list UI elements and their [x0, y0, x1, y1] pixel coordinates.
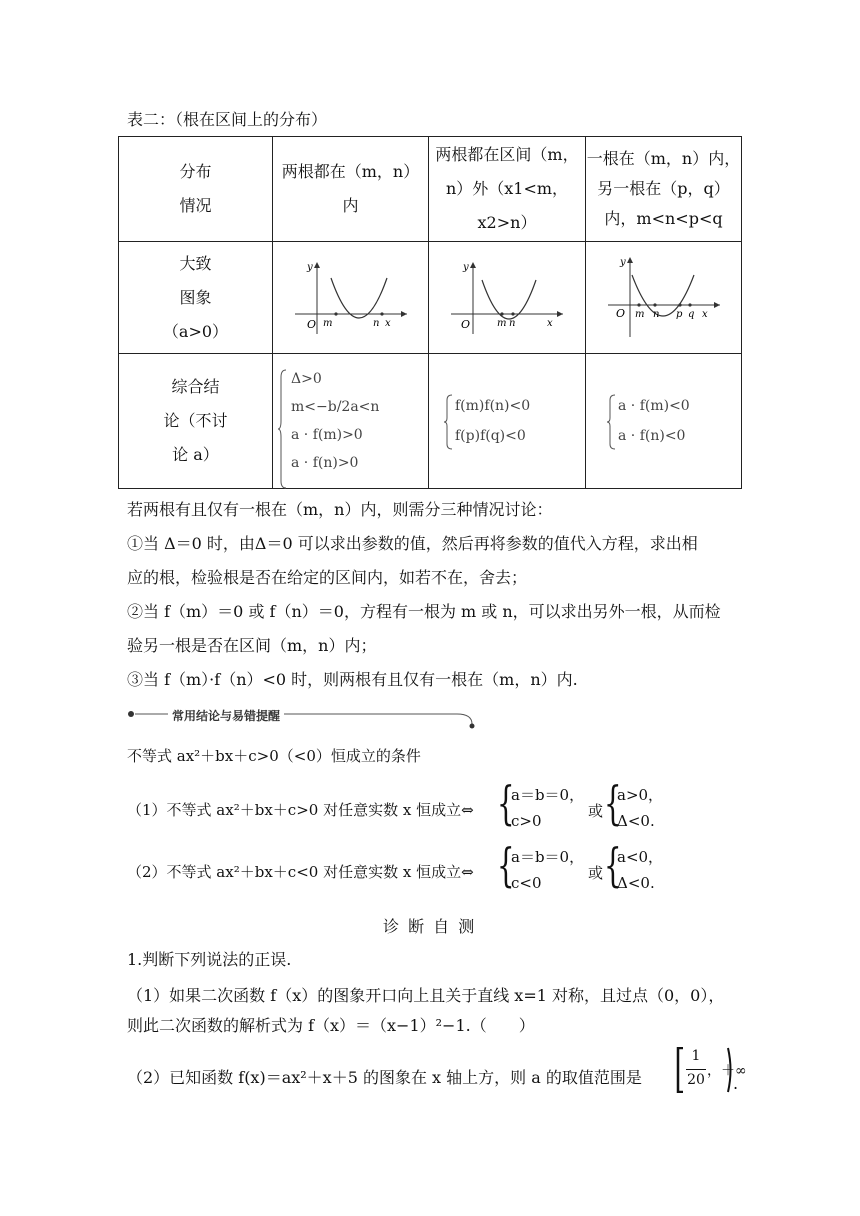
- brace-icon: [277, 369, 287, 489]
- header-line: 情况: [179, 196, 212, 215]
- header-line: 内，m<n<p<q: [604, 209, 723, 228]
- paragraph: 验另一根是否在区间（m，n）内；: [127, 636, 377, 655]
- brace-icon: {: [604, 776, 622, 830]
- conclusion-line: a · f(m)<0: [618, 398, 690, 414]
- row-label-line: 论 a）: [172, 445, 219, 464]
- period: .: [733, 1074, 739, 1093]
- header-line: 内: [342, 196, 359, 215]
- row-label-line: 大致: [179, 253, 212, 273]
- graph-label-m: m: [634, 308, 644, 320]
- row-label-conclusion: [119, 354, 273, 489]
- graph-label-x: x: [547, 317, 553, 329]
- graph-label-y: y: [306, 261, 313, 273]
- paragraph: 应的根，检验根是否在给定的区间内，如若不在，舍去；: [127, 568, 528, 587]
- header-cell-one-each: [586, 137, 742, 242]
- row-label-line: 综合结: [171, 377, 220, 396]
- section-title: 常用结论与易错提醒: [168, 707, 284, 724]
- header-line: 另一根在（p，q）: [597, 179, 730, 198]
- graph-label-p: p: [675, 308, 682, 320]
- condition-line: Δ<0.: [617, 812, 655, 830]
- graph-label-n: n: [372, 317, 379, 329]
- condition-line: c>0: [511, 812, 542, 830]
- row-label-graph: [119, 242, 273, 354]
- graph-label-n: n: [652, 308, 659, 320]
- left-bracket-icon: [676, 1047, 684, 1093]
- condition-line: a＝b＝0，: [511, 848, 585, 866]
- conclusion-line: m<−b/2a<n: [291, 399, 380, 415]
- graph-label-m: m: [322, 317, 332, 329]
- conclusion-system: [273, 365, 428, 477]
- header-cell-both-outside: [429, 137, 586, 242]
- graph-label-x: x: [701, 308, 708, 320]
- parabola-graph-both-outside: [447, 258, 567, 338]
- graph-cell-both-inside: [273, 242, 429, 354]
- inequality-item-1: （1）不等式 ax²＋bx＋c>0 对任意实数 x 恒成立⇔: [127, 801, 474, 819]
- condition-line: a<0，: [617, 848, 664, 866]
- graph-label-y: y: [619, 256, 626, 268]
- paragraph: ②当 f（m）＝0 或 f（n）＝0，方程有一根为 m 或 n，可以求出另外一根，从而检: [127, 602, 721, 621]
- graph-cell-both-outside: [429, 242, 586, 354]
- paragraph: ③当 f（m）·f（n）<0 时，则两根有且仅有一根在（m，n）内.: [127, 670, 578, 689]
- conclusion-system: [429, 391, 585, 451]
- condition-line: c<0: [511, 874, 542, 892]
- conclusion-line: f(m)f(n)<0: [455, 398, 531, 414]
- header-cell-both-inside: [273, 137, 429, 242]
- graph-label-o: O: [615, 306, 625, 320]
- conclusion-line: f(p)f(q)<0: [455, 428, 526, 444]
- header-cell-distribution: [119, 137, 273, 242]
- or-word: 或: [588, 864, 604, 882]
- distribution-table: [118, 136, 742, 489]
- diagnostic-title: 诊 断 自 测: [383, 917, 477, 936]
- question-1b: 则此二次函数的解析式为 f（x）＝（x−1）²−1.（ ）: [127, 1016, 535, 1035]
- conclusion-line: a · f(n)>0: [291, 455, 359, 471]
- conclusion-line: a · f(n)<0: [618, 428, 686, 444]
- header-line: 两根都在区间（m，: [435, 145, 579, 164]
- parabola-graph-one-each: [604, 253, 724, 343]
- brace-icon: {: [604, 838, 622, 892]
- header-line: 两根都在（m，n）: [281, 162, 420, 181]
- graph-label-x: x: [384, 317, 391, 329]
- inequality-item-2: （2）不等式 ax²＋bx＋c<0 对任意实数 x 恒成立⇔: [127, 863, 474, 881]
- brace-icon: [443, 394, 453, 450]
- graph-label-y: y: [463, 261, 469, 273]
- interval-tail: ，＋∞: [707, 1063, 747, 1079]
- graph-label-q: q: [687, 308, 694, 320]
- conclusion-cell-both-inside: [273, 354, 429, 489]
- graph-label-n: n: [509, 317, 516, 329]
- condition-line: a＝b＝0，: [511, 786, 585, 804]
- conclusion-cell-one-each: [586, 354, 742, 489]
- parabola-graph-both-inside: [291, 258, 411, 338]
- conclusion-line: a · f(m)>0: [291, 427, 363, 443]
- fraction-denominator: 20: [687, 1072, 705, 1088]
- question-1a: （1）如果二次函数 f（x）的图象开口向上且关于直线 x=1 对称，且过点（0，0），: [127, 986, 725, 1005]
- condition-line: a>0，: [617, 786, 664, 804]
- header-line: 一根在（m，n）内，: [586, 149, 741, 168]
- paragraph: ①当 Δ＝0 时，由Δ＝0 可以求出参数的值，然后再将参数的值代入方程，求出相: [127, 534, 698, 553]
- conclusion-line: Δ>0: [291, 371, 322, 387]
- table-caption: 表二：（根在区间上的分布）: [127, 110, 328, 129]
- graph-cell-one-each: [586, 242, 742, 354]
- interval-expression: [676, 1046, 747, 1094]
- inequality-title: 不等式 ax²＋bx＋c>0（<0）恒成立的条件: [127, 747, 421, 765]
- fraction-bar: [686, 1069, 706, 1070]
- fraction-numerator: 1: [691, 1048, 701, 1064]
- paragraph: 若两根有且仅有一根在（m，n）内，则需分三种情况讨论：: [127, 500, 553, 519]
- graph-label-o: O: [461, 317, 471, 331]
- row-label-line: 论（不讨: [163, 411, 228, 430]
- brace-icon: [606, 394, 616, 450]
- or-word: 或: [588, 802, 604, 820]
- graph-label-o: O: [306, 317, 316, 331]
- conclusion-system: [586, 391, 741, 451]
- conclusion-cell-both-outside: [429, 354, 586, 489]
- question-2: （2）已知函数 f(x)＝ax²＋x＋5 的图象在 x 轴上方，则 a 的取值范围是: [127, 1068, 642, 1087]
- row-label-line: （a>0）: [162, 321, 229, 341]
- header-line: 分布: [179, 162, 212, 181]
- condition-line: Δ<0.: [617, 874, 655, 892]
- row-label-line: 图象: [179, 287, 212, 307]
- header-line: n）外（x1<m，x2>n）: [445, 179, 569, 232]
- brace-icon: {: [497, 776, 515, 830]
- graph-label-m: m: [497, 317, 507, 329]
- question-1: 1.判断下列说法的正误.: [127, 950, 292, 969]
- brace-icon: {: [497, 838, 515, 892]
